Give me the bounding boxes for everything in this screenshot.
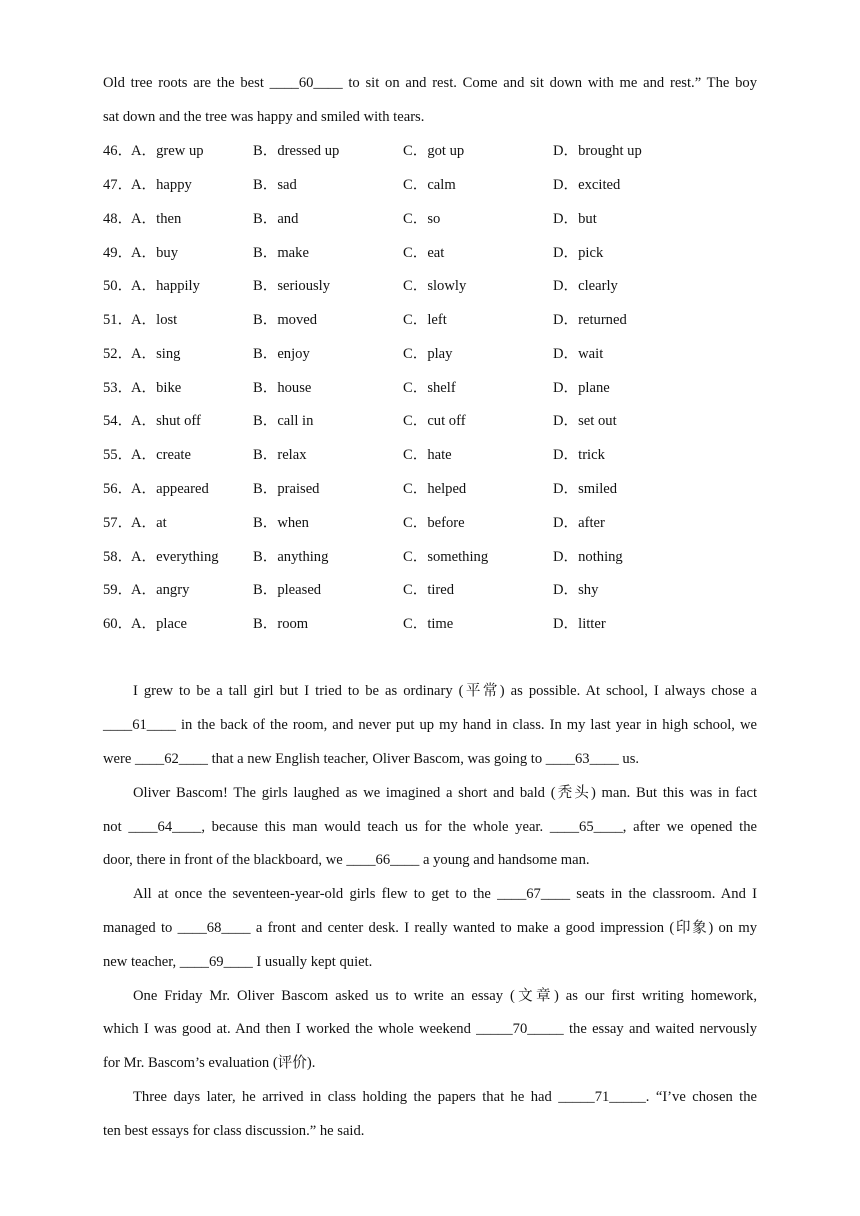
intro-line: Old tree roots are the best ____60____ to sit on and rest. Come and sit down with me and rest.” The boy — [103, 75, 757, 91]
option-c: C．cut off — [403, 413, 466, 429]
option-c: C．before — [403, 515, 465, 531]
passage-line: not ____64____, because this man would teach us for the whole year. ____65____, after we opened the — [103, 819, 757, 835]
option-c: C．play — [403, 346, 453, 362]
option-b: B．dressed up — [253, 143, 340, 159]
option-b: B．pleased — [253, 582, 322, 598]
option-d: D．shy — [553, 582, 599, 598]
option-d: D．trick — [553, 447, 605, 463]
option-d: D．brought up — [553, 143, 642, 159]
option-d: D．nothing — [553, 549, 623, 565]
option-c: C．something — [403, 549, 489, 565]
question-number: 54． — [103, 413, 133, 429]
option-d: D．plane — [553, 380, 610, 396]
question-number: 56． — [103, 481, 133, 497]
passage-line: which I was good at. And then I worked the whole weekend _____70_____ the essay and waited nervously — [103, 1021, 757, 1037]
option-a: A．happy — [131, 177, 192, 193]
passage-line: All at once the seventeen-year-old girls flew to get to the ____67____ seats in the classroom. And I — [133, 886, 757, 902]
option-b: B．seriously — [253, 278, 331, 294]
option-a: A．at — [131, 515, 167, 531]
passage-line: were ____62____ that a new English teacher, Oliver Bascom, was going to ____63____ us. — [103, 751, 640, 767]
option-c: C．tired — [403, 582, 455, 598]
question-number: 46． — [103, 143, 133, 159]
option-b: B．relax — [253, 447, 307, 463]
passage-line: Oliver Bascom! The girls laughed as we imagined a short and bald (秃头) man. But this was in fact — [133, 785, 757, 801]
option-a: A．shut off — [131, 413, 201, 429]
passage-line: new teacher, ____69____ I usually kept quiet. — [103, 954, 373, 970]
option-a: A．happily — [131, 278, 200, 294]
option-c: C．time — [403, 616, 454, 632]
question-number: 55． — [103, 447, 133, 463]
option-a: A．place — [131, 616, 187, 632]
option-b: B．praised — [253, 481, 320, 497]
option-a: A．everything — [131, 549, 219, 565]
option-c: C．shelf — [403, 380, 456, 396]
passage-line: Three days later, he arrived in class holding the papers that he had _____71_____. “I’ve chosen the — [133, 1089, 757, 1105]
question-number: 47． — [103, 177, 133, 193]
question-number: 59． — [103, 582, 133, 598]
question-number: 51． — [103, 312, 133, 328]
intro-line: sat down and the tree was happy and smiled with tears. — [103, 109, 425, 125]
option-d: D．excited — [553, 177, 621, 193]
option-a: A．then — [131, 211, 182, 227]
option-d: D．litter — [553, 616, 606, 632]
option-b: B．sad — [253, 177, 297, 193]
passage-line: I grew to be a tall girl but I tried to be as ordinary (平常) as possible. At school, I always chose a — [133, 683, 757, 699]
option-a: A．bike — [131, 380, 182, 396]
option-d: D．wait — [553, 346, 604, 362]
option-c: C．slowly — [403, 278, 467, 294]
option-a: A．angry — [131, 582, 190, 598]
option-b: B．moved — [253, 312, 318, 328]
option-a: A．grew up — [131, 143, 204, 159]
option-c: C．helped — [403, 481, 467, 497]
passage-line: One Friday Mr. Oliver Bascom asked us to write an essay (文章) as our first writing homework, — [133, 988, 757, 1004]
option-d: D．returned — [553, 312, 627, 328]
question-number: 57． — [103, 515, 133, 531]
option-d: D．set out — [553, 413, 617, 429]
passage-line: managed to ____68____ a front and center desk. I really wanted to make a good impression (印象) on my — [103, 920, 757, 936]
option-c: C．hate — [403, 447, 452, 463]
option-d: D．but — [553, 211, 597, 227]
passage-line: door, there in front of the blackboard, we ____66____ a young and handsome man. — [103, 852, 590, 868]
option-b: B．enjoy — [253, 346, 310, 362]
option-d: D．smiled — [553, 481, 618, 497]
passage-line: ____61____ in the back of the room, and never put up my hand in class. In my last year in high school, we — [103, 717, 757, 733]
option-b: B．anything — [253, 549, 329, 565]
option-d: D．pick — [553, 245, 604, 261]
option-a: A．sing — [131, 346, 181, 362]
question-number: 58． — [103, 549, 133, 565]
option-c: C．eat — [403, 245, 445, 261]
question-number: 53． — [103, 380, 133, 396]
question-number: 48． — [103, 211, 133, 227]
option-b: B．house — [253, 380, 312, 396]
passage-line: ten best essays for class discussion.” he said. — [103, 1123, 365, 1139]
option-b: B．when — [253, 515, 309, 531]
option-a: A．lost — [131, 312, 178, 328]
option-b: B．make — [253, 245, 309, 261]
option-c: C．got up — [403, 143, 465, 159]
option-b: B．room — [253, 616, 309, 632]
option-a: A．buy — [131, 245, 179, 261]
question-number: 50． — [103, 278, 133, 294]
question-number: 52． — [103, 346, 133, 362]
option-c: C．so — [403, 211, 441, 227]
question-number: 60． — [103, 616, 133, 632]
option-b: B．and — [253, 211, 299, 227]
option-d: D．after — [553, 515, 605, 531]
passage-line: for Mr. Bascom’s evaluation (评价). — [103, 1055, 316, 1071]
option-a: A．create — [131, 447, 191, 463]
option-c: C．left — [403, 312, 447, 328]
option-c: C．calm — [403, 177, 456, 193]
question-number: 49． — [103, 245, 133, 261]
option-d: D．clearly — [553, 278, 618, 294]
option-b: B．call in — [253, 413, 314, 429]
option-a: A．appeared — [131, 481, 209, 497]
